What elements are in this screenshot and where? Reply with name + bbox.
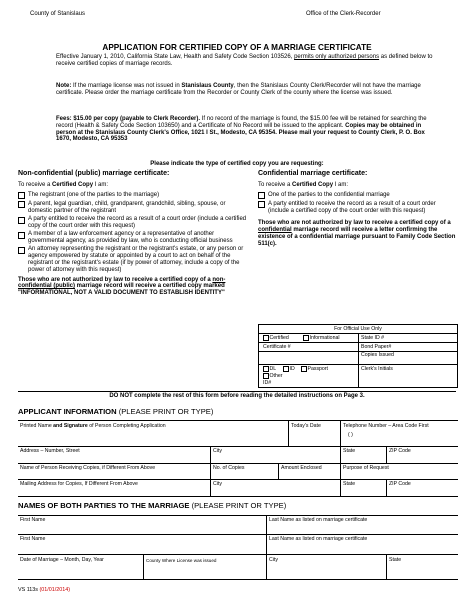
- official-use-box: [258, 324, 458, 388]
- printed-a: Printed Name: [20, 423, 52, 429]
- checkbox-attorney[interactable]: [18, 247, 25, 254]
- option-attorney[interactable]: [18, 246, 248, 273]
- certified-label: Certified: [269, 335, 289, 342]
- official-heading: For Official Use Only: [334, 326, 382, 332]
- option-relative[interactable]: [18, 201, 248, 215]
- intro-a: To receive a: [258, 182, 291, 188]
- applicant-heading: [18, 407, 213, 416]
- printed-b: and Signature: [53, 423, 88, 429]
- form-date: (01/01/2014): [39, 587, 71, 593]
- not-auth-b: confidential: [258, 227, 292, 234]
- last-name-a-field[interactable]: Last Name as listed on marriage certificate: [269, 517, 368, 523]
- option-label: A member of a law enforcement agency or a representative of another governmental agency, as provided by law, who is conducting official business: [28, 231, 233, 245]
- applicant-table: [18, 420, 458, 496]
- marriage-city-field[interactable]: City: [269, 557, 278, 563]
- parties-table: [18, 515, 458, 579]
- non-confidential-section: [18, 169, 248, 297]
- fees-office: Copies may be obtained in person at the Stanislaus County Clerk's Office, 1021 I St., Modesto, CA 95354. Please mail your request to County Clerk, P. O. Box 1670, Modesto, CA 95353: [56, 122, 425, 143]
- applicant-heading-note: (PLEASE PRINT OR TYPE): [118, 407, 214, 416]
- todays-date-field[interactable]: Today's Date: [291, 423, 321, 429]
- address-field[interactable]: Address – Number, Street: [20, 448, 80, 454]
- confidential-section: [258, 169, 458, 248]
- official-passport: [301, 366, 328, 372]
- num-copies-field[interactable]: No. of Copies: [213, 465, 245, 471]
- applicant-heading-bold: APPLICANT INFORMATION: [18, 407, 117, 416]
- option-label: A party entitled to receive the record as a result of a court order (include a certified copy of the court order with this request): [28, 216, 247, 229]
- printed-name-field[interactable]: [20, 423, 166, 429]
- amount-enclosed-field[interactable]: Amount Enclosed: [281, 465, 322, 471]
- official-informational: [303, 335, 340, 341]
- printed-c: of Person Completing Application: [89, 423, 166, 429]
- marriage-state-field[interactable]: State: [389, 557, 402, 563]
- non-confidential-heading: Non-confidential (public) marriage certificate:: [18, 170, 170, 177]
- county-name: County of Stanislaus: [30, 11, 86, 17]
- note-label: Note:: [56, 83, 72, 89]
- state-field[interactable]: State: [343, 448, 356, 454]
- official-certificate: Certificate #: [263, 344, 291, 350]
- parties-heading: [18, 501, 286, 510]
- right-options: [258, 192, 458, 215]
- not-auth-c: marriage record will receive a certified copy marked "INFORMATIONAL, NOT A VALID DOCUMENT TO ESTABLISH IDENTITY": [18, 283, 225, 297]
- option-court-order[interactable]: [18, 216, 248, 230]
- intro-c: I am:: [94, 182, 109, 188]
- option-label: An attorney representing the registrant or the registrant's estate, or any person or agency empowered by statute or appointed by a court to act on behalf of the registrant or the registrant's estate (if by power of attorney, include a copy of the power of attorney with this request): [28, 246, 244, 273]
- confidential-heading: Confidential marriage certificate:: [258, 170, 368, 177]
- state2-field[interactable]: State: [343, 481, 356, 487]
- county-issued-field[interactable]: County Where License was issued: [146, 558, 217, 563]
- city2-field[interactable]: City: [213, 481, 222, 487]
- option-label: A party entitled to receive the record as a result of a court order (include a certified copy of the court order with this request): [268, 200, 436, 214]
- form-number: [18, 587, 70, 593]
- not-auth-a: Those who are not authorized by law to receive a certified copy of a: [18, 276, 211, 283]
- note-text-end: , then the Stanislaus County Clerk/Recorder will not have the marriage certificate. Please order the marriage certificate from the Recorder or County Clerk of the county where the license was issued.: [56, 83, 421, 96]
- official-clerk-initials: Clerk's Initials: [361, 366, 393, 372]
- option-label: One of the parties to the confidential marriage: [268, 191, 390, 198]
- checkbox-court-order[interactable]: [18, 217, 25, 224]
- official-id: [283, 366, 295, 372]
- checkbox-certified[interactable]: [263, 335, 269, 341]
- official-certified: [263, 335, 289, 341]
- last-name-b-field[interactable]: Last Name as listed on marriage certificate: [269, 536, 368, 542]
- option-registrant[interactable]: [18, 192, 248, 200]
- checkbox-passport[interactable]: [301, 366, 307, 372]
- checkbox-informational[interactable]: [303, 335, 309, 341]
- official-copies-issued: Copies Issued: [361, 352, 394, 358]
- not-auth-c: marriage record will receive a letter confirming the existence of a confidential marriage pursuant to Family Code Section 511(c).: [258, 227, 456, 247]
- first-name-a-field[interactable]: First Name: [20, 517, 46, 523]
- official-id-num: ID#: [263, 380, 272, 386]
- option-court-order-conf[interactable]: [258, 201, 458, 215]
- checkbox-relative[interactable]: [18, 201, 25, 208]
- receiving-name-field[interactable]: Name of Person Receiving Copies, if Different From Above: [20, 465, 156, 471]
- official-bond-paper: Bond Paper#: [361, 344, 392, 350]
- intro-c: I am:: [334, 182, 349, 188]
- date-of-marriage-field[interactable]: Date of Marriage – Month, Day, Year: [20, 557, 104, 563]
- note-block: [56, 83, 438, 97]
- form-title: APPLICATION FOR CERTIFIED COPY OF A MARRIAGE CERTIFICATE: [102, 43, 372, 52]
- intro-a: To receive a: [18, 182, 51, 188]
- option-law-enforcement[interactable]: [18, 231, 248, 245]
- note-county: Stanislaus County: [181, 83, 234, 89]
- form-code: VS 113s: [18, 587, 38, 593]
- checkbox-id[interactable]: [283, 366, 289, 372]
- option-label: The registrant (one of the parties to the marriage): [28, 191, 160, 198]
- checkbox-party[interactable]: [258, 192, 265, 199]
- other-label: Other: [269, 373, 283, 380]
- official-other: [263, 373, 282, 379]
- telephone-field[interactable]: Telephone Number – Area Code First: [343, 423, 429, 429]
- purpose-field[interactable]: Purpose of Request: [343, 465, 389, 471]
- first-name-b-field[interactable]: First Name: [20, 536, 46, 542]
- dl-label: DL: [269, 366, 277, 373]
- parties-heading-note: (PLEASE PRINT OR TYPE): [191, 501, 287, 510]
- zip2-field[interactable]: ZIP Code: [389, 481, 411, 487]
- do-not-complete: DO NOT complete the rest of this form before reading the detailed instructions on Page 3.: [109, 393, 365, 399]
- right-intro: [258, 182, 458, 189]
- left-not-authorized: [18, 277, 248, 297]
- id-label: ID: [289, 366, 295, 373]
- official-state-id: State ID #: [361, 335, 385, 341]
- city-field[interactable]: City: [213, 448, 222, 454]
- left-options: [18, 192, 248, 274]
- office-name: Office of the Clerk-Recorder: [306, 11, 381, 17]
- indicate-heading: Please indicate the type of certified copy you are requesting:: [150, 161, 324, 167]
- informational-label: Informational: [309, 335, 340, 342]
- checkbox-dl[interactable]: [263, 366, 269, 372]
- parties-heading-bold: NAMES OF BOTH PARTIES TO THE MARRIAGE: [18, 501, 190, 510]
- checkbox-law-enforcement[interactable]: [18, 232, 25, 239]
- fees-label: Fees: $15.00 per copy (payable to Clerk Recorder).: [56, 116, 201, 122]
- not-auth-a: Those who are not authorized by law to receive a certified copy of a: [258, 220, 451, 227]
- passport-label: Passport: [307, 366, 328, 373]
- effective-notice: [56, 54, 436, 68]
- not-auth-b: non-confidential (public): [18, 276, 226, 290]
- option-party[interactable]: [258, 192, 458, 200]
- zip-field[interactable]: ZIP Code: [389, 448, 411, 454]
- checkbox-other[interactable]: [263, 373, 269, 379]
- checkbox-court-order-conf[interactable]: [258, 201, 265, 208]
- effective-text: Effective January 1, 2010, California State Law, Health and Safety Code Section 103526,: [56, 54, 293, 60]
- mailing-address-field[interactable]: Mailing Address for Copies, If Different From Above: [20, 481, 138, 487]
- intro-b: Certified Copy: [52, 182, 94, 188]
- option-label: A parent, legal guardian, child, grandparent, grandchild, sibling, spouse, or domestic partner of the registrant: [28, 200, 226, 214]
- fees-block: [56, 116, 440, 143]
- intro-b: Certified Copy: [292, 182, 334, 188]
- authorized-persons-text: permits only authorized persons: [294, 54, 380, 60]
- right-not-authorized: [258, 220, 458, 247]
- checkbox-registrant[interactable]: [18, 192, 25, 199]
- telephone-area-code: ( ): [348, 432, 353, 438]
- fees-text: If no record of the marriage is found, the $15.00 fee will be retained for searching the record (Health & Safety Code Section 103650) and a Certificate of No Record will be issued to the applicant.: [56, 116, 427, 129]
- official-dl: [263, 366, 276, 372]
- effective-text-end: as defined below to receive certified copies of marriage records.: [56, 54, 433, 67]
- note-text: If the marriage license was not issued in: [73, 83, 180, 89]
- left-intro: [18, 182, 248, 189]
